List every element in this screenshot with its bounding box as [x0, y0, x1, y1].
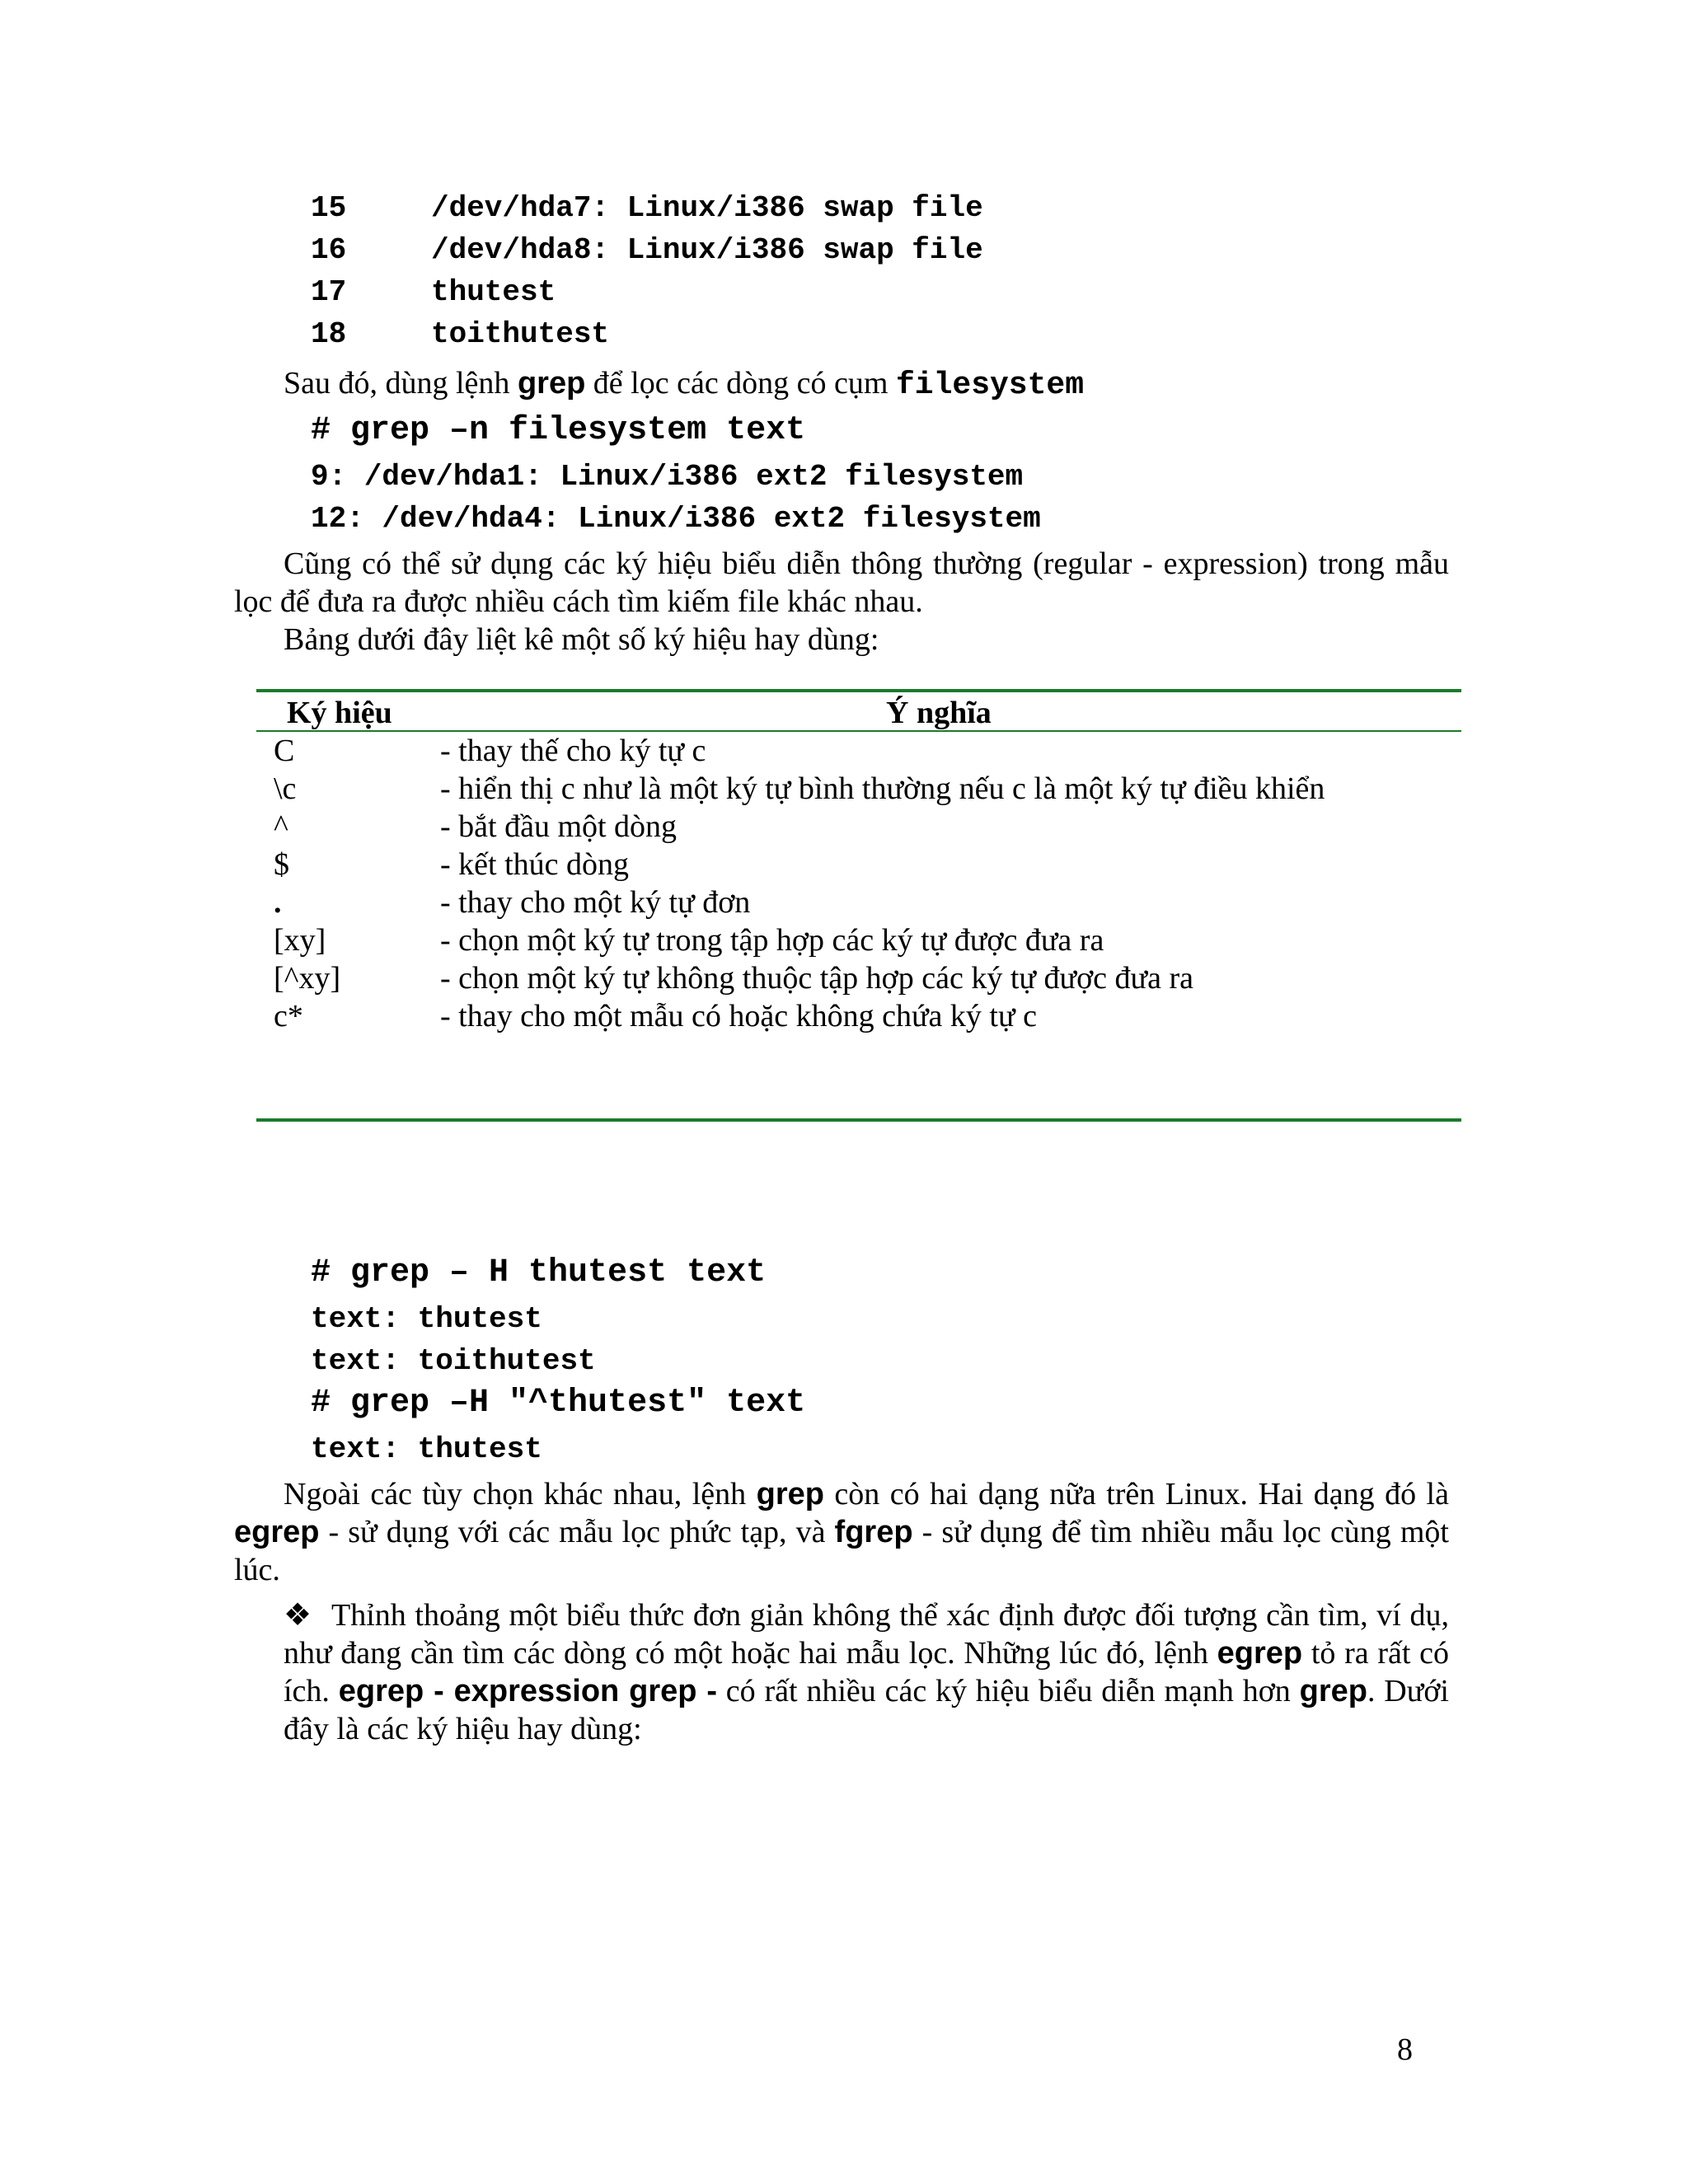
table-cell-symbol: ^: [274, 809, 288, 844]
paragraph-text: Cũng có thể sử dụng các ký hiệu biểu diễn thông thường (regular - expression) trong mẫu lọc để đưa ra được nhiều cách tìm kiếm file khác nhau.: [234, 546, 1449, 619]
keyword-egrep-expression: egrep - expression grep -: [338, 1674, 717, 1708]
command-output: text: thutest: [311, 1432, 542, 1466]
command-grep-n: # grep –n filesystem text: [311, 412, 806, 449]
command-grep-H: # grep – H thutest text: [311, 1254, 767, 1291]
table-cell-symbol: C: [274, 733, 295, 768]
table-cell-meaning: - bắt đầu một dòng: [440, 809, 678, 844]
command-grep-H-anchor: # grep –H "^thutest" text: [311, 1385, 806, 1422]
command-output: text: thutest: [311, 1302, 542, 1336]
paragraph-variants: [234, 1475, 1449, 1589]
table-header-symbol: Ký hiệu: [287, 696, 392, 730]
page-number: 8: [1397, 2032, 1413, 2067]
keyword-egrep: egrep: [234, 1515, 320, 1549]
command-output: 12: /dev/hda4: Linux/i386 ext2 filesystem: [311, 502, 1041, 536]
table-header-meaning: Ý nghĩa: [886, 696, 992, 730]
table-cell-meaning: - thay cho một mẫu có hoặc không chứa ký tự c: [440, 999, 1037, 1033]
paragraph-text: còn có hai dạng nữa trên Linux. Hai dạng đó là: [823, 1477, 1449, 1511]
listing-line: /dev/hda7: Linux/i386 swap file: [431, 191, 983, 225]
command-output: text: toithutest: [311, 1344, 596, 1378]
table-header-rule: [256, 730, 1461, 732]
table-cell-symbol: [xy]: [274, 923, 326, 958]
note-text: . Dưới đây là các ký hiệu hay dùng:: [284, 1674, 1449, 1746]
table-top-rule: [256, 689, 1461, 692]
table-cell-meaning: - kết thúc dòng: [440, 847, 630, 882]
table-cell-symbol: c*: [274, 999, 303, 1033]
listing-line: /dev/hda8: Linux/i386 swap file: [431, 233, 983, 267]
listing-num: 15: [311, 191, 347, 225]
table-cell-meaning: - thay cho một ký tự đơn: [440, 885, 751, 920]
table-cell-meaning: - thay thế cho ký tự c: [440, 733, 706, 768]
intro-text: Sau đó, dùng lệnh: [284, 366, 518, 401]
keyword-egrep: egrep: [1217, 1636, 1303, 1671]
table-cell-symbol: [^xy]: [274, 961, 341, 996]
paragraph-text: Ngoài các tùy chọn khác nhau, lệnh: [284, 1477, 757, 1511]
paragraph-text: - sử dụng để tìm nhiều mẫu lọc cùng một lúc.: [234, 1515, 1449, 1587]
intro-line: [284, 364, 1084, 405]
keyword-grep: grep: [1299, 1674, 1367, 1708]
intro-keyword-grep: grep: [517, 366, 586, 401]
listing-line: toithutest: [431, 317, 610, 351]
table-cell-meaning: - chọn một ký tự không thuộc tập hợp các ký tự được đưa ra: [440, 961, 1194, 996]
command-output: 9: /dev/hda1: Linux/i386 ext2 filesystem: [311, 460, 1024, 494]
note-paragraph: [284, 1596, 1449, 1748]
paragraph-text: - sử dụng với các mẫu lọc phức tạp, và: [319, 1515, 835, 1549]
diamond-bullet-icon: ❖: [284, 1598, 312, 1633]
note-text: tỏ ra rất có ích.: [284, 1636, 1449, 1708]
note-text: Thỉnh thoảng một biểu thức đơn giản không thể xác định được đối tượng cần tìm, ví dụ, như đang cần tìm các dòng có một hoặc hai mẫu lọc. Những lúc đó, lệnh: [284, 1598, 1449, 1671]
table-cell-symbol: $: [274, 847, 289, 882]
note-text: có rất nhiều các ký hiệu biểu diễn mạnh hơn: [716, 1674, 1300, 1708]
table-cell-meaning: - hiển thị c như là một ký tự bình thường nếu c là một ký tự điều khiển: [440, 771, 1325, 806]
listing-num: 18: [311, 317, 347, 351]
table-cell-meaning: - chọn một ký tự trong tập hợp các ký tự được đưa ra: [440, 923, 1104, 958]
paragraph-table-intro: Bảng dưới đây liệt kê một số ký hiệu hay dùng:: [284, 622, 879, 657]
keyword-grep: grep: [756, 1477, 824, 1511]
paragraph-regex: [234, 545, 1449, 621]
table-cell-symbol: .: [274, 885, 282, 920]
keyword-fgrep: fgrep: [834, 1515, 913, 1549]
listing-line: thutest: [431, 275, 556, 309]
listing-num: 16: [311, 233, 347, 267]
table-cell-symbol: \c: [274, 771, 297, 806]
intro-keyword-filesystem: filesystem: [895, 368, 1085, 403]
listing-num: 17: [311, 275, 347, 309]
intro-text-2: để lọc các dòng có cụm: [585, 366, 896, 401]
table-bottom-rule: [256, 1118, 1461, 1122]
